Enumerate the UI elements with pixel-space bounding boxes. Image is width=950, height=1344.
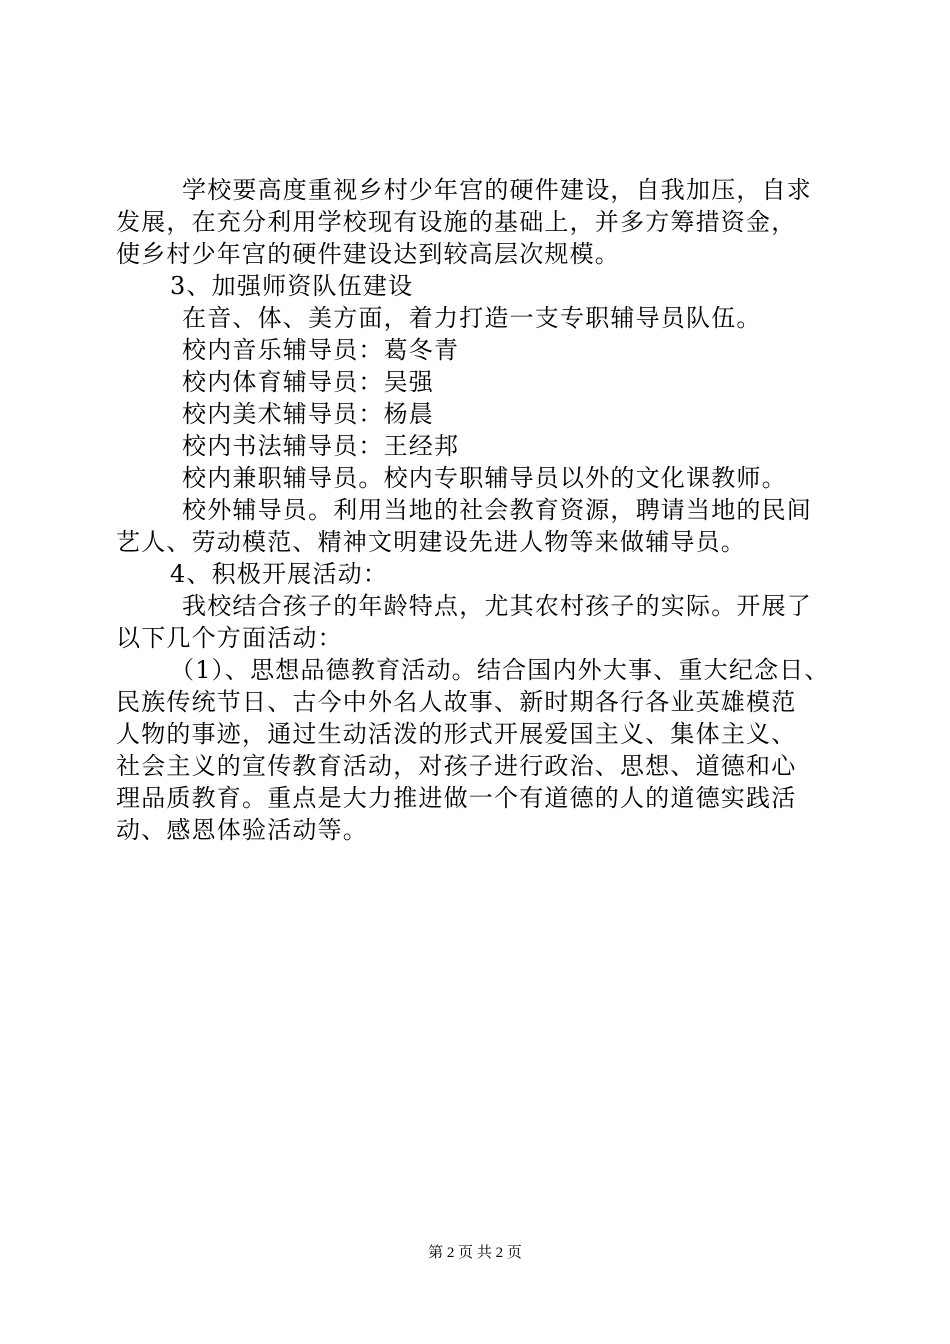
paragraph-line: 校外辅导员。利用当地的社会教育资源，聘请当地的民间 (182, 496, 812, 524)
paragraph-line: 艺人、劳动模范、精神文明建设先进人物等来做辅导员。 (116, 528, 746, 556)
paragraph-line: 学校要高度重视乡村少年宫的硬件建设，自我加压，自求 (182, 176, 812, 204)
paragraph-line: 使乡村少年宫的硬件建设达到较高层次规模。 (116, 240, 620, 268)
section-heading: 4、积极开展活动： (170, 560, 389, 588)
paragraph-line: 校内美术辅导员：杨晨 (182, 400, 434, 428)
paragraph-line: 人物的事迹，通过生动活泼的形式开展爱国主义、集体主义、 (116, 720, 797, 748)
paragraph-line: 民族传统节日、古今中外名人故事、新时期各行各业英雄模范 (116, 688, 797, 716)
document-body (116, 174, 836, 846)
paragraph-line: 以下几个方面活动： (116, 624, 343, 652)
paragraph-line: 校内体育辅导员：吴强 (182, 368, 434, 396)
paragraph-line: 动、感恩体验活动等。 (116, 816, 368, 844)
paragraph-line: （1）、思想品德教育活动。结合国内外大事、重大纪念日、 (170, 656, 830, 684)
paragraph-line: 在音、体、美方面，着力打造一支专职辅导员队伍。 (182, 304, 762, 332)
paragraph-line: 校内音乐辅导员：葛冬青 (182, 336, 460, 364)
paragraph-line: 发展，在充分利用学校现有设施的基础上，并多方筹措资金， (116, 208, 797, 236)
section-heading: 3、加强师资队伍建设 (170, 272, 414, 300)
paragraph-line: 我校结合孩子的年龄特点，尤其农村孩子的实际。开展了 (182, 592, 812, 620)
page-number-footer: 第 2 页 共 2 页 (428, 1245, 522, 1261)
paragraph-line: 社会主义的宣传教育活动，对孩子进行政治、思想、道德和心 (116, 752, 797, 780)
paragraph-line: 校内兼职辅导员。校内专职辅导员以外的文化课教师。 (182, 464, 787, 492)
paragraph-line: 理品质教育。重点是大力推进做一个有道德的人的道德实践活 (116, 784, 797, 812)
paragraph-line: 校内书法辅导员：王经邦 (182, 432, 460, 460)
